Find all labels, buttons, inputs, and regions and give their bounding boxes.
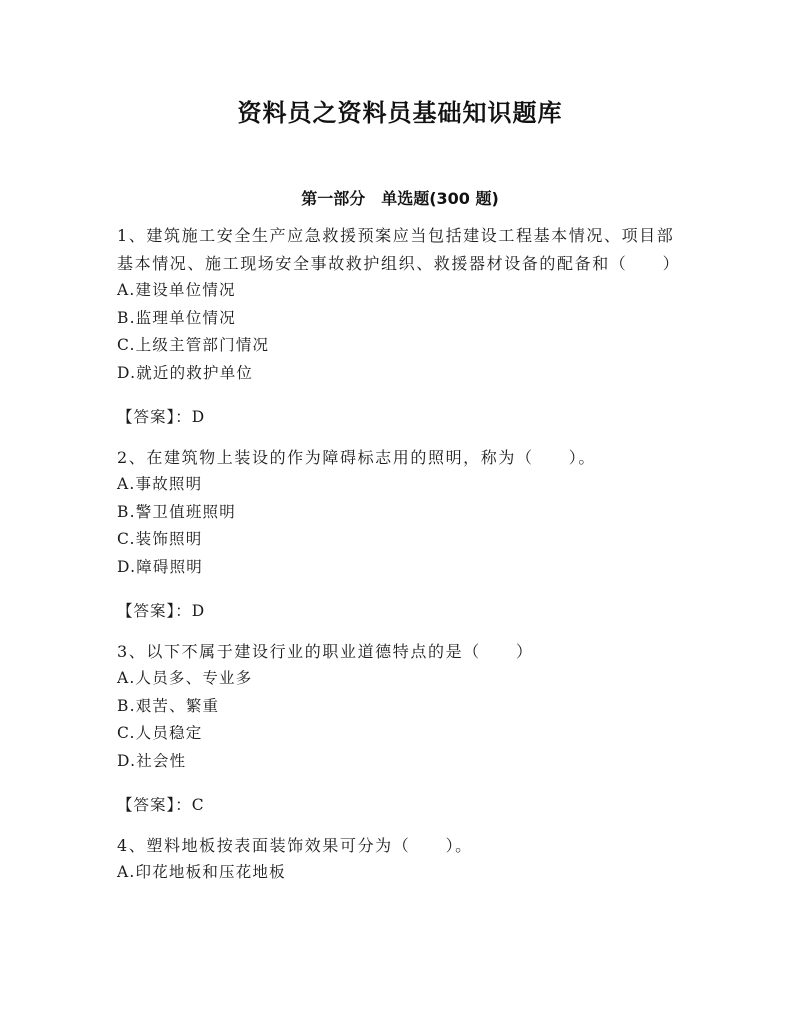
option-a: A.印花地板和压花地板 <box>117 863 286 881</box>
question-3 <box>117 638 687 820</box>
question-2 <box>117 444 687 626</box>
answer-value: C <box>191 796 205 814</box>
section-heading: 第一部分 单选题(300 题) <box>301 189 499 208</box>
option-a: A.建设单位情况 <box>117 281 236 299</box>
question-text: 3、以下不属于建设行业的职业道德特点的是（ ） <box>117 641 534 661</box>
answer-label: 【答案】： <box>117 796 192 814</box>
option-a: A.人员多、专业多 <box>117 669 253 687</box>
answer-label: 【答案】： <box>117 602 192 620</box>
option-d: D.社会性 <box>117 751 187 770</box>
question-list <box>117 222 687 887</box>
answer-label: 【答案】： <box>117 408 192 426</box>
answer-line <box>117 792 687 820</box>
option-d: D.障碍照明 <box>117 557 204 576</box>
answer-value: D <box>191 408 206 426</box>
question-4 <box>117 832 687 887</box>
option-c: C.人员稳定 <box>117 724 203 742</box>
option-b: B.警卫值班照明 <box>117 502 236 521</box>
option-d: D.就近的救护单位 <box>117 363 254 382</box>
question-text: 4、塑料地板按表面装饰效果可分为（ ）。 <box>117 835 473 855</box>
option-b: B.监理单位情况 <box>117 308 236 327</box>
option-c: C.装饰照明 <box>117 530 203 548</box>
option-b: B.艰苦、繁重 <box>117 696 220 715</box>
question-1 <box>117 222 687 432</box>
answer-line <box>117 598 687 626</box>
document-title: 资料员之资料员基础知识题库 <box>237 99 563 127</box>
option-c: C.上级主管部门情况 <box>117 336 270 354</box>
answer-line <box>117 404 687 432</box>
question-text: 2、在建筑物上装设的作为障碍标志用的照明，称为（ ）。 <box>117 447 596 467</box>
answer-value: D <box>191 602 206 620</box>
question-text: 1、建筑施工安全生产应急救援预案应当包括建设工程基本情况、项目部基本情况、施工现场安全事故救护组织、救援器材设备的配备和（ ） <box>117 226 681 273</box>
option-a: A.事故照明 <box>117 475 203 493</box>
